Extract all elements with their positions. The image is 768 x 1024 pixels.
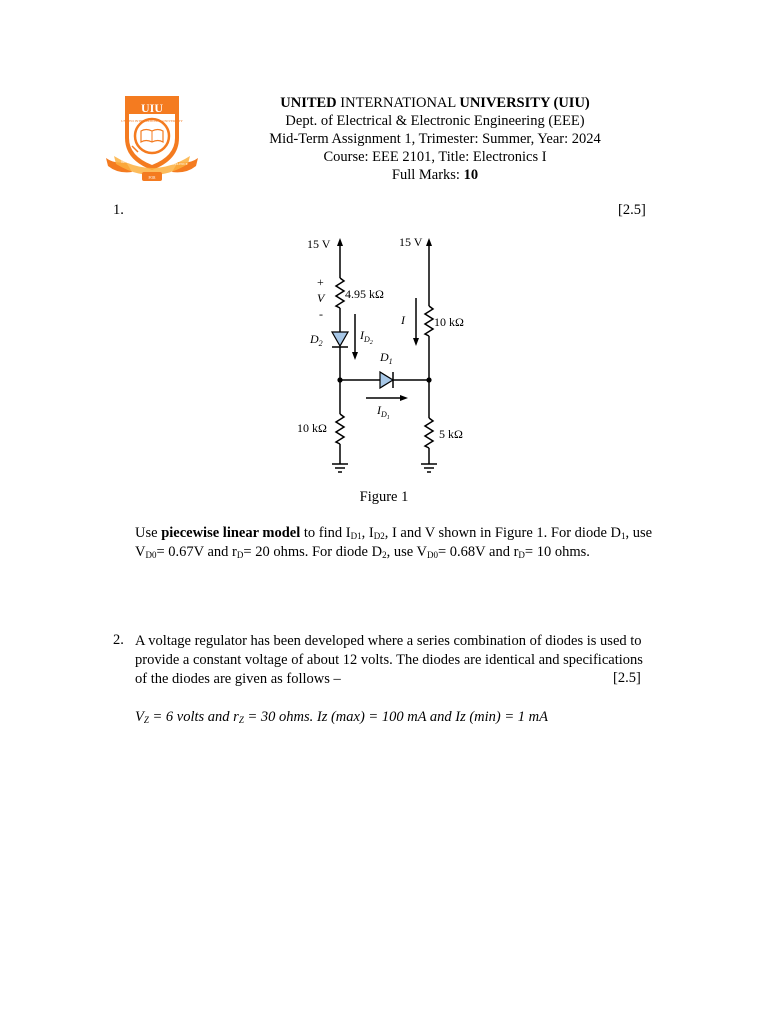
r-top-left-label: 4.95 kΩ [345,287,384,301]
ribbon-bottom-text: FOR [148,176,156,180]
question-1-text-line-2: $V_{D0}= 0.67V$ and $r_D= 20$ ohms. For diode $D_2$, use $V_{D0}= 0.68V$ and $r_D= 10$ ohms. [135,544,590,560]
bold-model-name: piecewise linear model [161,525,301,541]
diode-d1 [380,372,393,388]
question-1-number: 1. [113,202,124,218]
diode-d2 [332,332,348,346]
full-marks-label: Full Marks: [391,167,460,183]
plus-sign: + [317,275,324,289]
v-label: V [317,291,325,305]
question-2-line-1: A voltage regulator has been developed where a series combination of diodes is used to [135,633,642,649]
d1-label: $D_1$ [380,350,393,366]
id1-label: $I_D1$ [377,403,390,421]
resistor-10k-bottom [336,414,344,444]
assignment-title: Mid-Term Assignment 1, Trimester: Summer, Year: 2024 [269,131,601,147]
figure-caption: Figure 1 [359,489,409,505]
right-supply-label: 15 V [399,235,423,249]
question-2-line-3: of the diodes are given as follows – [135,671,341,687]
univ-word-1: UNITED [280,95,337,111]
university-logo [104,92,200,184]
question-1-marks: [2.5] [618,202,646,218]
university-name [190,94,680,112]
course-title: Course: EEE 2101, Title: Electronics I [323,149,547,165]
d2-label: $D_2$ [310,332,323,348]
logo-abbr: UIU [140,101,164,115]
resistor-10k-top [425,306,433,336]
r-bottom-left-label: 10 kΩ [297,421,327,435]
question-2-specs: $V_Z = 6$ volts and $r_Z = 30$ ohms. Iz (max) = 100 mA and Iz (min) = 1 mA [135,709,548,725]
ribbon-left-text: SEEK [121,160,130,164]
ribbon-right-text: EXCELLENCE [167,162,188,166]
i-label: I [401,313,405,327]
department: Dept. of Electrical & Electronic Engineering (EEE) [285,113,585,129]
supply-arrow-left [337,238,343,246]
question-2-number: 2. [113,632,124,648]
full-marks [190,166,680,184]
univ-word-3: UNIVERSITY (UIU) [459,95,590,111]
question-2-line-2: provide a constant voltage of about 12 volts. The diodes are identical and specifications [135,652,643,668]
question-2-marks: [2.5] [613,670,641,686]
id2-label: $I_D2$ [360,328,373,346]
resistor-4-95k [336,278,344,308]
circuit-figure [280,226,500,482]
logo-ring-text: UNITED INTERNATIONAL UNIVERSITY [121,119,183,123]
minus-sign: - [319,307,323,321]
r-bottom-right-label: 5 kΩ [439,427,463,441]
r-top-right-label: 10 kΩ [434,315,464,329]
resistor-5k [425,418,433,448]
left-supply-label: 15 V [307,237,331,251]
univ-word-2: INTERNATIONAL [340,95,456,111]
full-marks-value: 10 [463,167,479,183]
supply-arrow-right [426,238,432,246]
question-1-text-line-1: Use piecewise linear model to find $I_{D1}$, $I_{D2}$, I and V shown in Figure 1. For diode $D_1$, use [135,525,653,541]
